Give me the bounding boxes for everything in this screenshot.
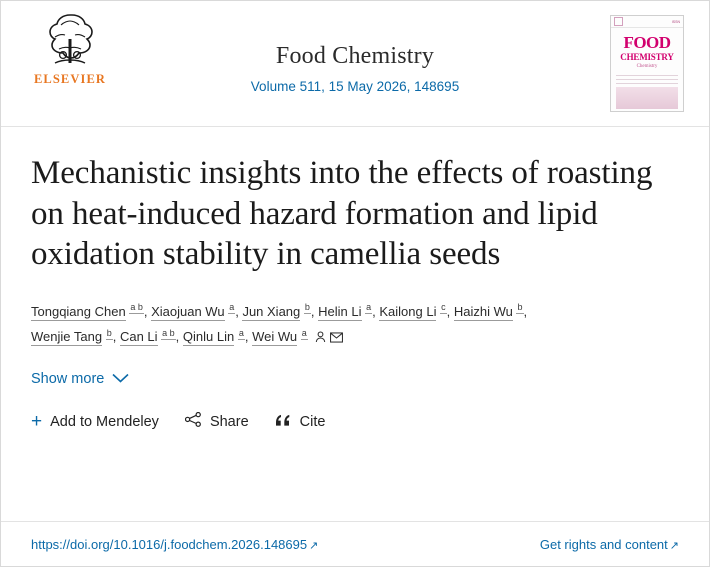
author-item[interactable]: [242, 304, 310, 319]
author-badges: [311, 324, 343, 349]
doi-text: https://doi.org/10.1016/j.foodchem.2026.148695: [31, 536, 308, 552]
author-separator: ,: [310, 303, 319, 319]
show-more-label: Show more: [31, 371, 105, 388]
author-list: [31, 299, 679, 350]
email-envelope-icon[interactable]: [330, 332, 343, 343]
author-affiliation: a: [229, 302, 235, 313]
plus-icon: +: [31, 410, 43, 432]
journal-title: Food Chemistry: [275, 43, 435, 69]
cover-photo: [616, 87, 678, 109]
cite-label: Cite: [299, 413, 326, 430]
author-item[interactable]: [31, 304, 144, 319]
author-name: Wenjie Tang: [31, 329, 103, 345]
article-footer-bar: [1, 521, 709, 566]
cover-topbar: [611, 16, 683, 28]
author-name: Wei Wu: [252, 329, 298, 345]
author-name: Jun Xiang: [242, 303, 301, 319]
cover-topbar-text: ISSN: [671, 19, 680, 24]
author-affiliation: b: [106, 327, 112, 338]
elsevier-wordmark: ELSEVIER: [33, 72, 107, 86]
external-link-icon: ↗: [309, 539, 319, 552]
cover-subtitle: Chemistry: [636, 63, 658, 69]
author-name: Haizhi Wu: [453, 303, 513, 319]
author-affiliation: c: [441, 302, 446, 313]
author-item[interactable]: [454, 304, 524, 319]
share-label: Share: [209, 413, 249, 430]
share-nodes-icon: [185, 412, 202, 431]
author-name: Kailong Li: [379, 303, 437, 319]
cover-title-line2: CHEMISTRY: [620, 52, 674, 63]
cover-title: [611, 35, 683, 62]
article-actions: [31, 412, 679, 431]
author-name: Can Li: [119, 329, 158, 345]
cover-text-lines: [616, 75, 678, 84]
page-title: Mechanistic insights into the effects of roasting on heat-induced hazard formation and lipid oxidation stability in camellia seeds: [31, 155, 653, 273]
author-separator: ,: [175, 329, 183, 345]
author-name: Xiaojuan Wu: [151, 303, 225, 319]
get-rights-and-content-link[interactable]: [540, 537, 679, 552]
journal-title-block: [1, 43, 709, 94]
author-affiliation: a: [366, 302, 372, 313]
author-separator: ,: [523, 303, 528, 319]
author-affiliation: b: [517, 302, 523, 313]
add-to-mendeley-label: Add to Mendeley: [50, 413, 159, 430]
author-name: Tongqiang Chen: [31, 303, 126, 319]
author-name: Helin Li: [318, 303, 362, 319]
author-affiliation: b: [304, 302, 310, 313]
author-affiliation: a: [238, 327, 244, 338]
author-item[interactable]: [379, 304, 446, 319]
chevron-down-icon: [112, 371, 129, 387]
journal-header: [1, 1, 709, 127]
rights-label: Get rights and content: [539, 536, 668, 552]
share-button[interactable]: [185, 412, 249, 431]
author-name: Qinlu Lin: [182, 329, 235, 345]
author-separator: ,: [235, 303, 243, 319]
author-separator: ,: [446, 303, 454, 319]
author-item[interactable]: [120, 329, 176, 344]
journal-cover-thumbnail[interactable]: [610, 15, 684, 112]
doi-link[interactable]: [31, 537, 318, 552]
author-separator: ,: [244, 329, 253, 345]
author-affiliation: a b: [130, 302, 143, 313]
author-item[interactable]: [151, 304, 235, 319]
author-item[interactable]: [183, 329, 245, 344]
author-affiliation: a b: [162, 327, 175, 338]
author-separator: ,: [372, 303, 380, 319]
author-person-icon[interactable]: [315, 331, 326, 343]
article-content: [1, 127, 709, 431]
cover-swatch-icon: [614, 17, 623, 26]
show-more-button[interactable]: [31, 371, 129, 387]
journal-issue-line[interactable]: Volume 511, 15 May 2026, 148695: [250, 79, 460, 94]
author-affiliation: a: [301, 327, 307, 338]
cite-button[interactable]: [275, 413, 326, 431]
author-item[interactable]: [252, 329, 343, 344]
author-item[interactable]: [318, 304, 372, 319]
author-item[interactable]: [31, 329, 113, 344]
author-separator: ,: [143, 303, 152, 319]
external-link-icon: ↗: [669, 539, 679, 552]
cover-title-line1: FOOD: [623, 33, 671, 52]
quote-marks-icon: [275, 413, 292, 431]
author-separator: ,: [112, 329, 120, 345]
add-to-mendeley-button[interactable]: [31, 410, 159, 432]
